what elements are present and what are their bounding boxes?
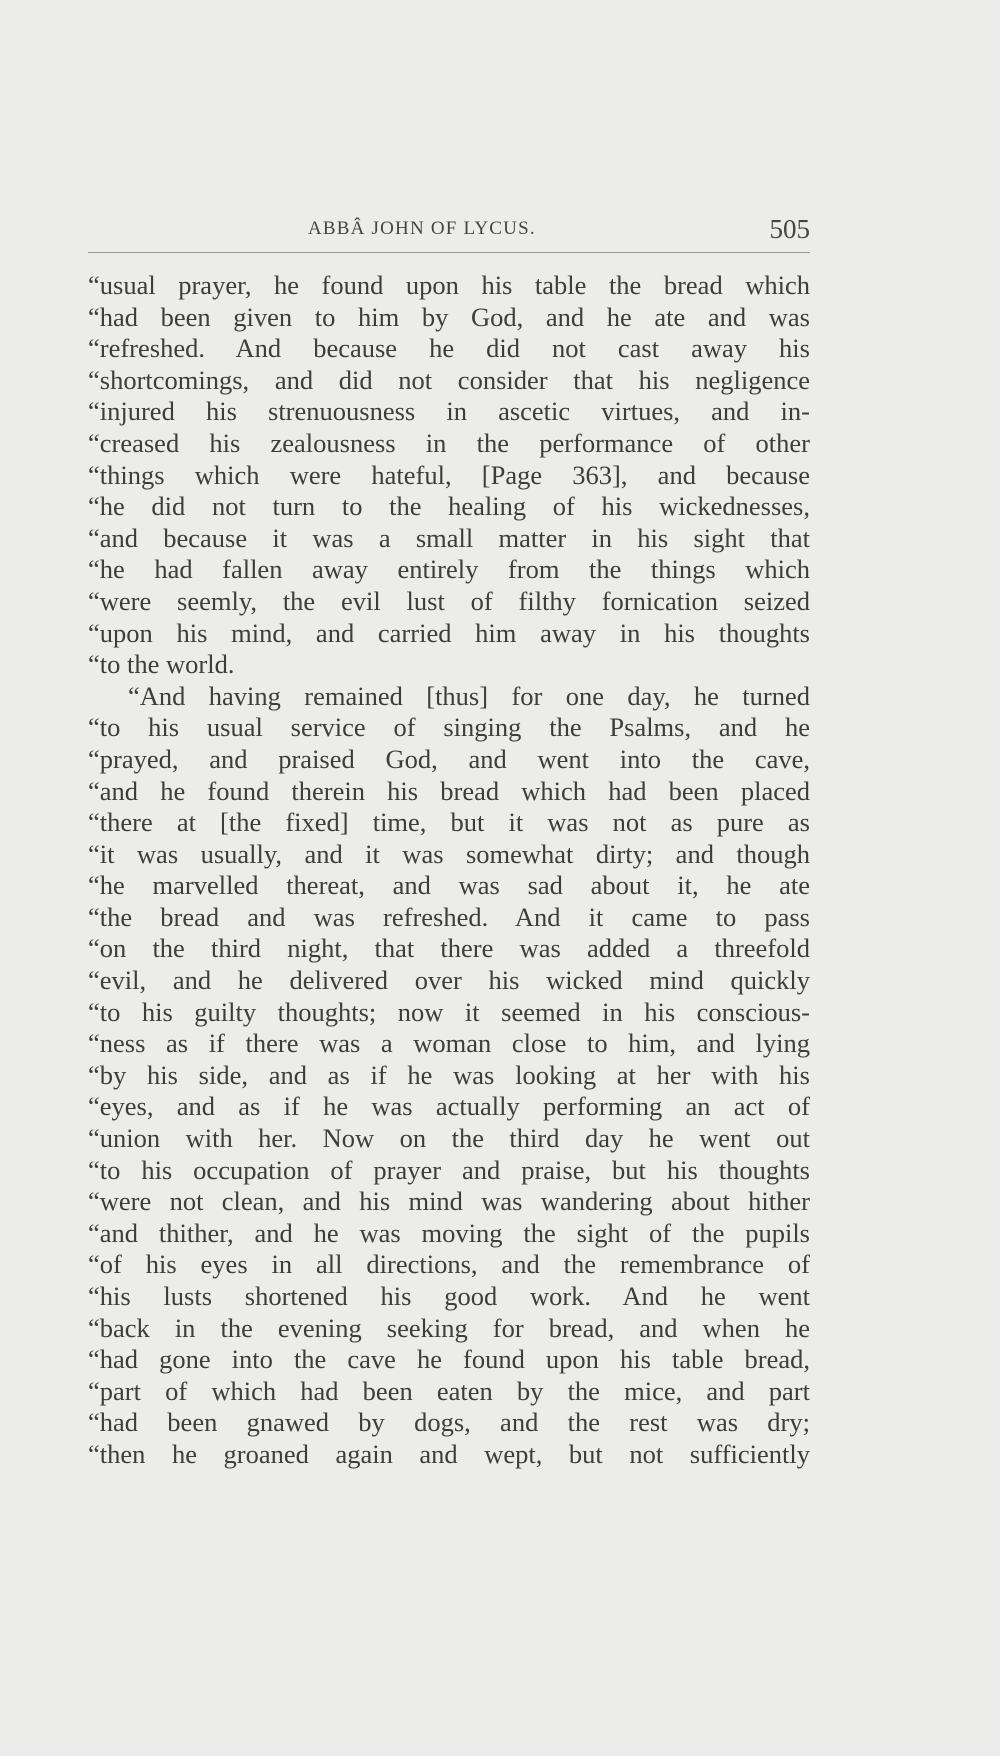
text-line: “eyes, and as if he was actually performing an act of xyxy=(88,1091,810,1122)
text-line: “ness as if there was a woman close to him, and lying xyxy=(88,1028,810,1059)
text-line: “and he found therein his bread which had been placed xyxy=(88,775,810,806)
text-line: “on the third night, that there was added a threefold xyxy=(88,933,810,964)
text-line: “had been given to him by God, and he ate and was xyxy=(88,301,810,332)
header-rule xyxy=(88,252,810,253)
text-line: “he marvelled thereat, and was sad about it, he ate xyxy=(88,870,810,901)
text-line: “to his usual service of singing the Psalms, and he xyxy=(88,712,810,743)
text-line: “injured his strenuousness in ascetic virtues, and in- xyxy=(88,396,810,427)
text-line: “his lusts shortened his good work. And he went xyxy=(88,1281,810,1311)
text-line: “refreshed. And because he did not cast away his xyxy=(88,333,810,364)
paragraph xyxy=(88,270,810,681)
page-header xyxy=(88,214,810,254)
text-line: “part of which had been eaten by the mice, and part xyxy=(88,1375,810,1406)
running-title: ABBÂ JOHN OF LYCUS. xyxy=(308,218,536,239)
text-line: “there at [the fixed] time, but it was not as pure as xyxy=(88,807,810,838)
text-line: “to the world. xyxy=(88,649,235,680)
text-line: “and because it was a small matter in his sight that xyxy=(88,522,810,553)
text-line: “things which were hateful, [Page 363], and because xyxy=(88,459,810,490)
text-line: “of his eyes in all directions, and the remembrance of xyxy=(88,1249,810,1280)
text-line: “then he groaned again and wept, but not sufficiently xyxy=(88,1438,810,1469)
text-line: “union with her. Now on the third day he went out xyxy=(88,1123,810,1154)
text-line: “it was usually, and it was somewhat dirty; and though xyxy=(88,838,810,869)
text-line: “upon his mind, and carried him away in his thoughts xyxy=(88,617,810,648)
text-line: “evil, and he delivered over his wicked mind quickly xyxy=(88,965,810,996)
paragraph xyxy=(88,681,810,1471)
text-line: “shortcomings, and did not consider that his negligence xyxy=(88,364,810,395)
text-line: “And having remained [thus] for one day, he turned xyxy=(128,680,810,711)
text-line: “to his guilty thoughts; now it seemed in his conscious- xyxy=(88,996,810,1027)
text-line: “he had fallen away entirely from the things which xyxy=(88,554,810,585)
text-line: “and thither, and he was moving the sight of the pupils xyxy=(88,1217,810,1248)
text-line: “to his occupation of prayer and praise, but his thoughts xyxy=(88,1154,810,1185)
text-line: “creased his zealousness in the performance of other xyxy=(88,427,810,458)
page-body xyxy=(88,270,810,1471)
text-line: “by his side, and as if he was looking at her with his xyxy=(88,1059,810,1090)
text-line: “prayed, and praised God, and went into the cave, xyxy=(88,743,810,774)
text-line: “were not clean, and his mind was wandering about hither xyxy=(88,1186,810,1217)
text-line: “the bread and was refreshed. And it came to pass xyxy=(88,901,810,932)
text-line: “were seemly, the evil lust of filthy fornication seized xyxy=(88,585,810,616)
text-line: “he did not turn to the healing of his wickednesses, xyxy=(88,491,810,522)
text-line: “usual prayer, he found upon his table the bread which xyxy=(88,270,810,300)
text-line: “had been gnawed by dogs, and the rest was dry; xyxy=(88,1407,810,1438)
text-line: “back in the evening seeking for bread, and when he xyxy=(88,1312,810,1343)
text-line: “had gone into the cave he found upon his table bread, xyxy=(88,1344,810,1375)
page-number: 505 xyxy=(769,214,810,244)
